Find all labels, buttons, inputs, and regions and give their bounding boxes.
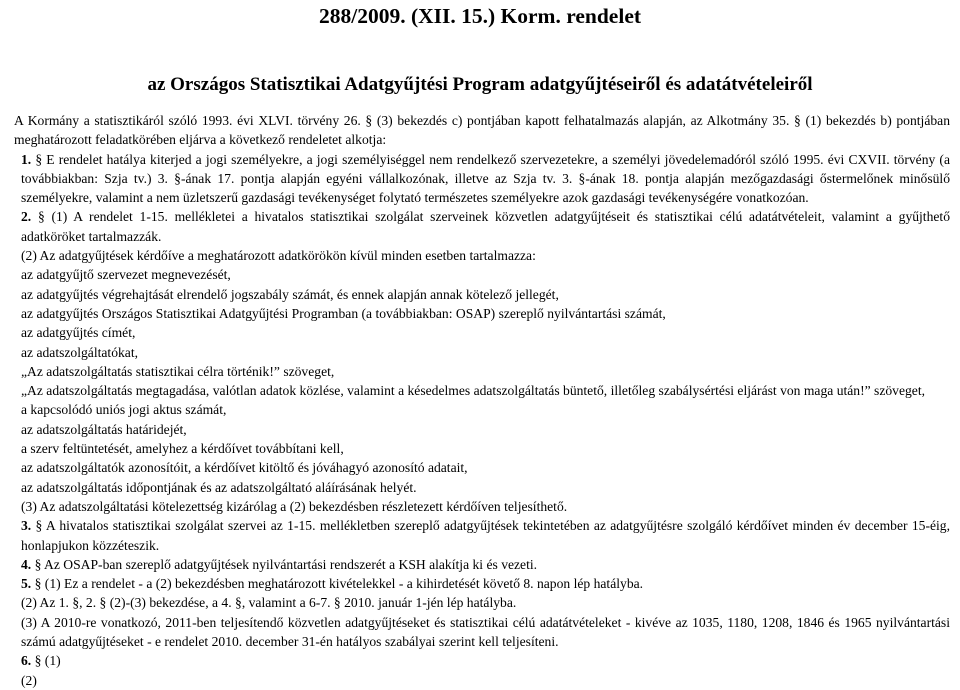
section-number: 4.	[21, 556, 32, 572]
preamble-paragraph: A Kormány a statisztikáról szóló 1993. évi XLVI. törvény 26. § (3) bekezdés c) pontjában kapott felhatalmazás alapján, az Alkotmány 35. § (1) bekezdés b) pontjában meghatározott feladatkörében eljárva a következő rendeletet alkotja:	[14, 113, 950, 148]
document-title: 288/2009. (XII. 15.) Korm. rendelet	[318, 4, 642, 28]
list-item: az adatszolgáltatókat,	[21, 344, 139, 360]
list-item: az adatszolgáltatók azonosítóit, a kérdőívet kitöltő és jóváhagyó azonosító adatait,	[21, 460, 468, 476]
document-subtitle: az Országos Statisztikai Adatgyűjtési Program adatgyűjtéseiről és adatátvételeiről	[147, 74, 813, 95]
paragraph: (3) A 2010-re vonatkozó, 2011-ben teljesítendő közvetlen adatgyűjtéseket és statisztikai célú adatátvételeket - kivéve az 1035, 1180, 1208, 1846 és 1965 nyilvántartási számú adatgyűjtéseket - e rendelet 2010. december 31-én hatályos szabályai szerint kell teljesíteni.	[21, 614, 950, 650]
list-item: a kapcsolódó uniós jogi aktus számát,	[21, 402, 227, 418]
section-number: 1.	[21, 151, 32, 167]
list-item: az adatgyűjtő szervezet megnevezését,	[21, 267, 231, 283]
list-item: a szerv feltüntetését, amelyhez a kérdőívet továbbítani kell,	[21, 441, 344, 457]
list-item: „Az adatszolgáltatás megtagadása, valótlan adatok közlése, valamint a késedelmes adatszolgáltatás büntető, illetőleg szabálysértési eljárást von maga után!” szöveget,	[21, 383, 926, 399]
list-item: az adatgyűjtés Országos Statisztikai Adatgyűjtési Programban (a továbbiakban: OSAP) szereplő nyilvántartási számát,	[21, 305, 666, 321]
list-item: az adatgyűjtés végrehajtását elrendelő jogszabály számát, és ennek alapján annak kötelező jellegét,	[21, 286, 559, 302]
section-number: 6.	[21, 653, 32, 669]
paragraph: (2) Az adatgyűjtések kérdőíve a meghatározott adatkörökön kívül minden esetben tartalmazza:	[21, 248, 536, 264]
section-3-paragraph: 3. § A hivatalos statisztikai szolgálat szervei az 1-15. mellékletben szereplő adatgyűjtések tekintetében az adatgyűjtésre szolgáló kérdőívet minden év december 15-éig, honlapjukon közzéteszik.	[21, 518, 950, 553]
paragraph: (2)	[21, 672, 37, 688]
document-body	[14, 111, 950, 690]
list-item: az adatszolgáltatás időpontjának és az adatszolgáltató aláírásának helyét.	[21, 479, 417, 495]
section-number: 2.	[21, 209, 32, 225]
list-item: az adatgyűjtés címét,	[21, 325, 136, 341]
section-6-paragraph: 6. § (1)	[21, 653, 61, 669]
paragraph: (2) Az 1. §, 2. § (2)-(3) bekezdése, a 4. §, valamint a 6-7. § 2010. január 1-jén lép hatályba.	[21, 595, 517, 611]
section-5-paragraph: 5. § (1) Ez a rendelet - a (2) bekezdésben meghatározott kivételekkel - a kihirdetését követő 8. napon lép hatályba.	[21, 576, 644, 592]
section-1-paragraph: 1. § E rendelet hatálya kiterjed a jogi személyekre, a jogi személyiséggel nem rendelkező szervezetekre, a személyi jövedelemadóról szóló 1995. évi CXVII. törvény (a továbbiakban: Szja tv.) 3. §-ának 17. pontja alapján egyéni vállalkozónak, illetve az Szja tv. 3. §-ának 18. pontja alapján mezőgazdasági őstermelőnek minősülő személyekre, valamint a nem üzletszerű gazdasági tevékenységet folytató természetes személyekre azok gazdasági tevékenységére vonatkozóan.	[21, 151, 950, 206]
section-4-paragraph: 4. § Az OSAP-ban szereplő adatgyűjtések nyilvántartási rendszerét a KSH alakítja ki és vezeti.	[21, 556, 538, 572]
section-number: 5.	[21, 576, 32, 592]
section-2-paragraph: 2. § (1) A rendelet 1-15. mellékletei a hivatalos statisztikai szolgálat szerveinek közvetlen adatgyűjtéseit és statisztikai célú adatátvételeit, valamint a gyűjthető adatköröket tartalmazzák.	[21, 209, 950, 244]
paragraph: (3) Az adatszolgáltatási kötelezettség kizárólag a (2) bekezdésben részletezett kérdőíven teljesíthető.	[21, 498, 568, 514]
list-item: az adatszolgáltatás határidejét,	[21, 421, 187, 437]
list-item: „Az adatszolgáltatás statisztikai célra történik!” szöveget,	[21, 363, 335, 379]
section-number: 3.	[21, 518, 32, 534]
